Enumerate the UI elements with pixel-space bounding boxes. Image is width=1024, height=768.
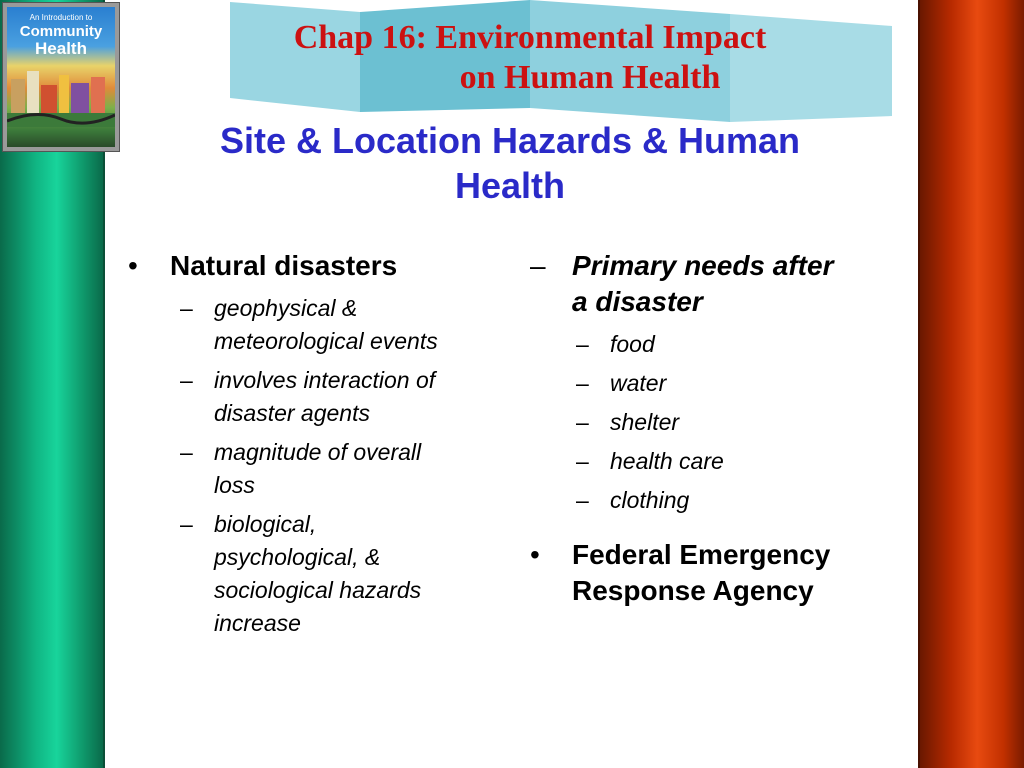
list-item-line: psychological, &	[214, 544, 381, 570]
dash-marker: –	[180, 367, 193, 393]
natural-disasters-sublist	[128, 292, 508, 640]
dash-marker: –	[180, 439, 193, 465]
list-item-line: sociological hazards	[214, 577, 422, 603]
agency-line2: Response Agency	[572, 575, 814, 606]
chapter-title	[200, 18, 860, 98]
book-cover-image	[2, 2, 120, 152]
bullet-text: Natural disasters	[170, 250, 398, 281]
list-item	[180, 436, 508, 502]
list-item	[180, 292, 508, 358]
right-content-column	[530, 248, 910, 609]
book-cover-subtitle: An Introduction to	[29, 13, 93, 22]
right-decorative-band	[920, 0, 1024, 768]
list-item-line: meteorological events	[214, 328, 438, 354]
list-item-line: disaster agents	[214, 400, 370, 426]
dash-marker: –	[576, 370, 589, 396]
book-cover-buildings-illustration	[7, 65, 115, 127]
list-item	[180, 508, 508, 640]
dash-marker: –	[576, 487, 589, 513]
agency-line1: Federal Emergency	[572, 539, 831, 570]
list-item-text: food	[610, 331, 655, 357]
slide-title-line2: Health	[454, 165, 566, 206]
left-content-column	[128, 248, 508, 640]
list-item-line: biological,	[214, 511, 317, 537]
list-item	[576, 484, 910, 517]
primary-needs-line1: Primary needs after	[572, 250, 834, 281]
list-item-line: increase	[214, 610, 301, 636]
book-cover-art	[7, 7, 115, 147]
slide-title	[110, 118, 910, 208]
primary-needs-sublist	[530, 328, 910, 517]
dash-marker: –	[530, 250, 546, 281]
list-item-line: loss	[214, 472, 255, 498]
list-item-line: geophysical &	[214, 295, 358, 321]
dash-marker: –	[576, 448, 589, 474]
list-item	[576, 445, 910, 478]
bullet-marker: •	[128, 250, 138, 281]
list-item-line: involves interaction of	[214, 367, 436, 393]
chapter-title-line1: Chap 16: Environmental Impact	[293, 19, 767, 56]
list-item	[180, 364, 508, 430]
book-cover-title-community: Community	[19, 23, 103, 40]
slide-title-line1: Site & Location Hazards & Human	[219, 120, 801, 161]
list-item	[576, 328, 910, 361]
list-item-line: magnitude of overall	[214, 439, 422, 465]
list-item	[576, 406, 910, 439]
list-item-text: clothing	[610, 487, 690, 513]
list-item	[576, 367, 910, 400]
bullet-marker: •	[530, 539, 540, 570]
chapter-title-line2: on Human Health	[459, 59, 721, 96]
list-item-text: shelter	[610, 409, 680, 435]
list-item-text: water	[610, 370, 667, 396]
list-item-text: health care	[610, 448, 724, 474]
bullet-federal-agency	[530, 537, 910, 609]
primary-needs-heading	[530, 248, 910, 320]
book-cover-title-health: Health	[35, 39, 87, 58]
dash-marker: –	[180, 295, 193, 321]
dash-marker: –	[576, 331, 589, 357]
primary-needs-line2: a disaster	[572, 286, 703, 317]
dash-marker: –	[576, 409, 589, 435]
dash-marker: –	[180, 511, 193, 537]
bullet-natural-disasters	[128, 248, 508, 284]
